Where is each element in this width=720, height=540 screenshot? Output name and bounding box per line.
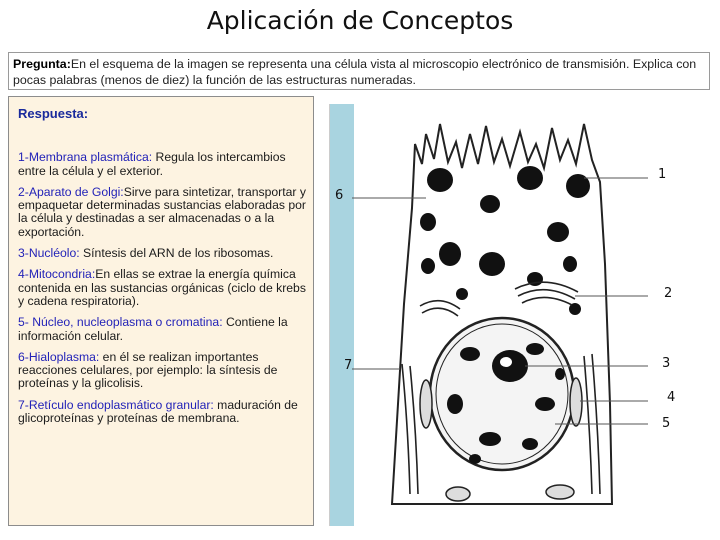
answer-text: Regula los intercambios entre la célula y el exterior.: [18, 150, 286, 178]
label-2: 2: [664, 286, 673, 301]
label-7: 7: [344, 358, 353, 373]
answer-term: 2-Aparato de Golgi:: [18, 184, 124, 199]
answer-text: Contiene la información celular.: [18, 315, 288, 343]
label-5: 5: [662, 416, 671, 431]
answer-text: Sirve para sintetizar, transportar y empaquetar determinadas sustancias elaboradas por la célula y destinadas a ser almacenadas o a la exportación.: [18, 184, 306, 239]
question-text: En el esquema de la imagen se representa una célula vista al microscopio electrónico de transmisión. Explica con pocas palabras (menos de diez) la función de las estructuras numeradas.: [13, 57, 697, 87]
answer-item-4: [18, 268, 313, 308]
question-box: [8, 52, 710, 90]
answer-item-2: [18, 186, 313, 239]
question-label: Pregunta:: [13, 57, 71, 71]
answer-item-5: [18, 316, 313, 343]
label-4: 4: [667, 390, 676, 405]
answer-text: Síntesis del ARN de los ribosomas.: [79, 246, 274, 261]
nucleolus: [492, 350, 528, 382]
answer-term: 6-Hialoplasma:: [18, 349, 100, 364]
answer-term: 7-Retículo endoplasmático granular:: [18, 397, 214, 412]
cell-diagram: [329, 104, 705, 526]
answer-item-6: [18, 351, 313, 391]
answer-term: 1-Membrana plasmática:: [18, 150, 153, 165]
label-3: 3: [662, 356, 671, 371]
answer-term: 5- Núcleo, nucleoplasma o cromatina:: [18, 315, 223, 330]
answer-box: [8, 96, 314, 526]
nucleus: [430, 318, 574, 470]
label-6: 6: [335, 188, 344, 203]
nucleolus-center: [500, 357, 512, 367]
cell-illustration: [330, 104, 705, 526]
answer-item-3: [18, 247, 313, 260]
answer-text: maduración de glicoproteínas y proteínas de membrana.: [18, 397, 298, 426]
answer-text: en él se realizan importantes reacciones celulares, por ejemplo: la síntesis de proteínas y la glicolisis.: [18, 349, 278, 391]
label-1: 1: [658, 167, 667, 182]
answer-text: En ellas se extrae la energía química contenida en las sustancias orgánicas (ciclo de krebs y cadena respiratoria).: [18, 267, 306, 308]
answer-term: 4-Mitocondria:: [18, 267, 96, 282]
answer-title: Respuesta:: [18, 106, 89, 121]
slide-title: Aplicación de Conceptos: [206, 6, 514, 35]
answer-item-7: [18, 399, 313, 426]
side-bar: [330, 104, 354, 526]
answer-item-1: [18, 151, 313, 178]
answer-term: 3-Nucléolo:: [18, 246, 80, 261]
